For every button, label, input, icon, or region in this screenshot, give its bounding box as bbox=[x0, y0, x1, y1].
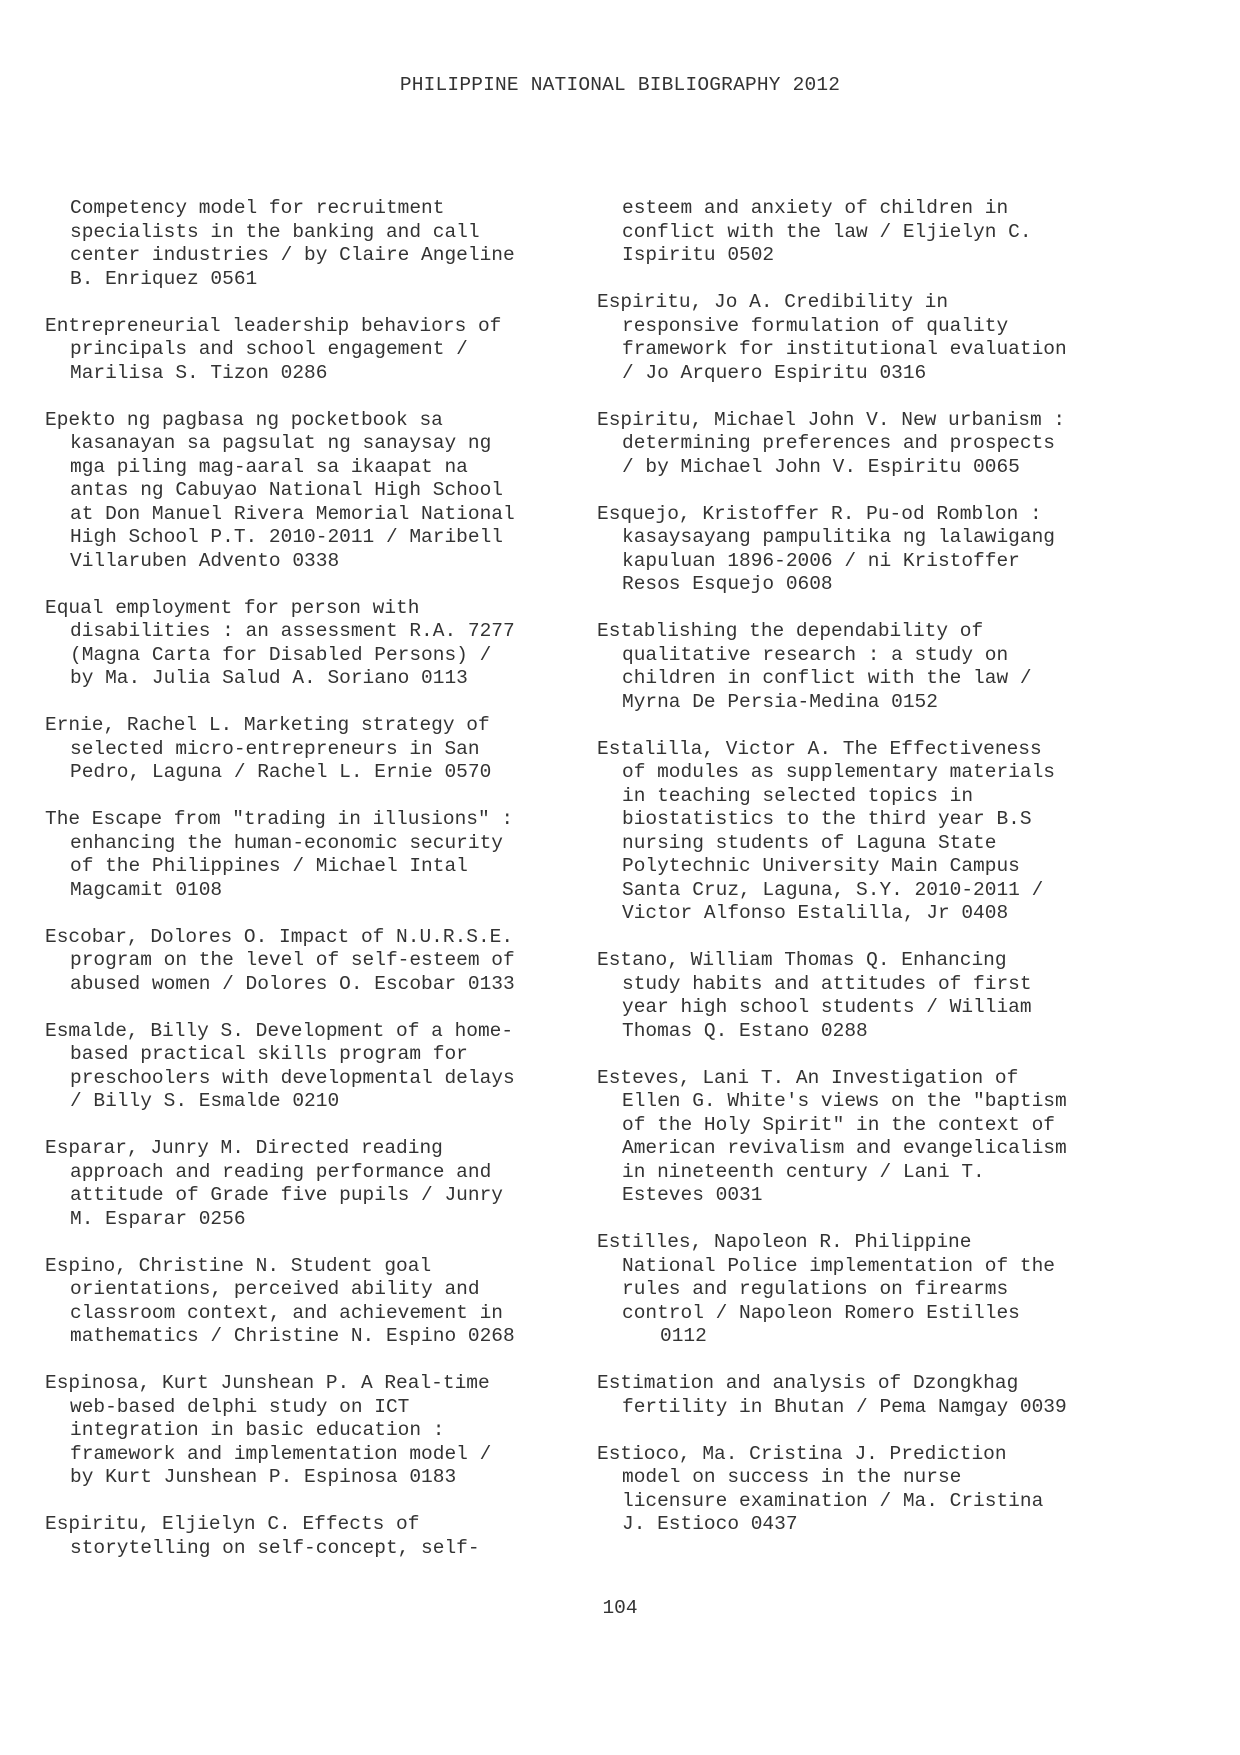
entry-line: of modules as supplementary materials bbox=[622, 761, 1055, 783]
entry-line: principals and school engagement / bbox=[70, 338, 468, 360]
bibliography-entry bbox=[597, 291, 1117, 385]
bibliography-entry bbox=[597, 949, 1117, 1043]
entry-line: framework and implementation model / bbox=[70, 1442, 492, 1465]
entry-line: antas ng Cabuyao National High School bbox=[70, 479, 503, 501]
entry-line: by Ma. Julia Salud A. Soriano 0113 bbox=[70, 667, 468, 689]
bibliography-entry bbox=[45, 714, 565, 785]
bibliography-entry bbox=[45, 1513, 565, 1560]
entry-line: Santa Cruz, Laguna, S.Y. 2010-2011 / bbox=[622, 878, 1044, 901]
entry-line: conflict with the law / Eljielyn C. bbox=[622, 220, 1032, 243]
entry-line: Magcamit 0108 bbox=[70, 878, 223, 901]
entry-line: Thomas Q. Estano 0288 bbox=[622, 1019, 868, 1042]
entry-line: attitude of Grade five pupils / Junry bbox=[70, 1184, 503, 1206]
bibliography-entry bbox=[45, 926, 565, 997]
entry-line: National Police implementation of the bbox=[622, 1254, 1055, 1277]
bibliography-entry bbox=[45, 1020, 565, 1114]
entry-line: specialists in the banking and call bbox=[70, 220, 480, 243]
bibliography-entry bbox=[597, 1231, 1117, 1349]
bibliography-entry bbox=[597, 409, 1117, 480]
entry-line: mga piling mag-aaral sa ikaapat na bbox=[70, 455, 468, 478]
entry-line: Equal employment for person with bbox=[45, 596, 420, 619]
entry-line: Polytechnic University Main Campus bbox=[622, 855, 1020, 877]
entry-line: study habits and attitudes of first bbox=[622, 972, 1032, 995]
entry-line: esteem and anxiety of children in bbox=[622, 197, 1009, 219]
entry-line: 0112 bbox=[660, 1325, 707, 1347]
entry-line: Epekto ng pagbasa ng pocketbook sa bbox=[45, 408, 443, 431]
entry-line: in nineteenth century / Lani T. bbox=[622, 1160, 985, 1183]
entry-line: Victor Alfonso Estalilla, Jr 0408 bbox=[622, 902, 1009, 924]
entry-line: nursing students of Laguna State bbox=[622, 831, 997, 854]
entry-line: Esteves, Lani T. An Investigation of bbox=[597, 1066, 1019, 1089]
entry-line: American revivalism and evangelicalism bbox=[622, 1137, 1067, 1159]
bibliography-entry bbox=[45, 409, 565, 574]
entry-line: / Jo Arquero Espiritu 0316 bbox=[622, 361, 927, 384]
bibliography-entry bbox=[597, 197, 1117, 268]
entry-line: determining preferences and prospects bbox=[622, 432, 1055, 454]
entry-line: Esteves 0031 bbox=[622, 1184, 763, 1206]
entry-line: Espino, Christine N. Student goal bbox=[45, 1254, 432, 1277]
entry-line: kasaysayang pampulitika ng lalawigang bbox=[622, 526, 1055, 548]
entry-line: / Billy S. Esmalde 0210 bbox=[70, 1090, 340, 1112]
entry-line: (Magna Carta for Disabled Persons) / bbox=[70, 643, 492, 666]
entry-line: year high school students / William bbox=[622, 996, 1032, 1018]
entry-line: The Escape from "trading in illusions" : bbox=[45, 808, 514, 830]
bibliography-entry bbox=[45, 315, 565, 386]
entry-line: kapuluan 1896-2006 / ni Kristoffer bbox=[622, 549, 1020, 572]
entry-line: Esmalde, Billy S. Development of a home- bbox=[45, 1019, 514, 1042]
bibliography-entry bbox=[45, 808, 565, 902]
bibliography-entry bbox=[597, 1443, 1117, 1537]
entry-line: fertility in Bhutan / Pema Namgay 0039 bbox=[622, 1395, 1067, 1418]
entry-line: Espiritu, Jo A. Credibility in bbox=[597, 291, 949, 313]
entry-line: by Kurt Junshean P. Espinosa 0183 bbox=[70, 1466, 457, 1488]
entry-line: B. Enriquez 0561 bbox=[70, 267, 258, 290]
entry-line: disabilities : an assessment R.A. 7277 bbox=[70, 620, 515, 642]
entry-line: selected micro-entrepreneurs in San bbox=[70, 737, 480, 760]
entry-line: Establishing the dependability of bbox=[597, 620, 984, 642]
entry-line: storytelling on self-concept, self- bbox=[70, 1536, 480, 1559]
bibliography-entry bbox=[45, 1255, 565, 1349]
bibliography-entry bbox=[45, 1372, 565, 1490]
entry-line: approach and reading performance and bbox=[70, 1160, 492, 1183]
entry-line: biostatistics to the third year B.S bbox=[622, 808, 1032, 830]
entry-line: Estimation and analysis of Dzongkhag bbox=[597, 1372, 1019, 1394]
entry-line: qualitative research : a study on bbox=[622, 643, 1009, 666]
entry-line: Ernie, Rachel L. Marketing strategy of bbox=[45, 714, 490, 736]
left-column bbox=[45, 197, 565, 1584]
page-number: 104 bbox=[602, 1597, 638, 1619]
entry-line: J. Estioco 0437 bbox=[622, 1513, 798, 1535]
bibliography-entry bbox=[45, 597, 565, 691]
entry-line: abused women / Dolores O. Escobar 0133 bbox=[70, 972, 515, 995]
entry-line: Espiritu, Eljielyn C. Effects of bbox=[45, 1513, 420, 1535]
entry-line: Estalilla, Victor A. The Effectiveness bbox=[597, 737, 1042, 760]
entry-line: Marilisa S. Tizon 0286 bbox=[70, 361, 328, 384]
entry-line: Espiritu, Michael John V. New urbanism : bbox=[597, 408, 1066, 431]
entry-line: web-based delphi study on ICT bbox=[70, 1395, 410, 1418]
bibliography-entry bbox=[597, 503, 1117, 597]
bibliography-entry bbox=[597, 1372, 1117, 1419]
page-header: PHILIPPINE NATIONAL BIBLIOGRAPHY 2012 bbox=[399, 74, 841, 96]
entry-line: Pedro, Laguna / Rachel L. Ernie 0570 bbox=[70, 761, 492, 783]
entry-line: responsive formulation of quality bbox=[622, 314, 1009, 337]
entry-line: model on success in the nurse bbox=[622, 1466, 962, 1488]
entry-line: framework for institutional evaluation bbox=[622, 338, 1067, 360]
entry-line: of the Holy Spirit" in the context of bbox=[622, 1113, 1055, 1136]
entry-line: at Don Manuel Rivera Memorial National bbox=[70, 502, 515, 525]
entry-line: integration in basic education : bbox=[70, 1419, 445, 1441]
entry-line: Esparar, Junry M. Directed reading bbox=[45, 1137, 443, 1159]
bibliography-entry bbox=[597, 620, 1117, 714]
entry-line: licensure examination / Ma. Cristina bbox=[622, 1489, 1044, 1512]
bibliography-entry bbox=[597, 1067, 1117, 1208]
entry-line: / by Michael John V. Espiritu 0065 bbox=[622, 455, 1020, 478]
bibliography-entry bbox=[597, 738, 1117, 926]
entry-line: enhancing the human-economic security bbox=[70, 831, 503, 854]
entry-line: Estilles, Napoleon R. Philippine bbox=[597, 1231, 972, 1253]
bibliography-entry bbox=[45, 197, 565, 291]
entry-line: in teaching selected topics in bbox=[622, 784, 974, 807]
entry-line: rules and regulations on firearms bbox=[622, 1278, 1009, 1300]
entry-line: kasanayan sa pagsulat ng sanaysay ng bbox=[70, 432, 492, 454]
bibliography-entry bbox=[45, 1137, 565, 1231]
entry-line: Escobar, Dolores O. Impact of N.U.R.S.E. bbox=[45, 925, 514, 948]
entry-line: Estano, William Thomas Q. Enhancing bbox=[597, 949, 1007, 971]
entry-line: control / Napoleon Romero Estilles bbox=[622, 1301, 1020, 1324]
entry-line: Estioco, Ma. Cristina J. Prediction bbox=[597, 1442, 1007, 1465]
entry-line: orientations, perceived ability and bbox=[70, 1278, 480, 1300]
right-column bbox=[597, 197, 1117, 1560]
entry-line: classroom context, and achievement in bbox=[70, 1301, 503, 1324]
entry-line: M. Esparar 0256 bbox=[70, 1207, 246, 1230]
entry-line: Competency model for recruitment bbox=[70, 197, 445, 219]
entry-line: mathematics / Christine N. Espino 0268 bbox=[70, 1325, 515, 1347]
entry-line: Myrna De Persia-Medina 0152 bbox=[622, 690, 938, 713]
entry-line: Ellen G. White's views on the "baptism bbox=[622, 1090, 1067, 1112]
entry-line: of the Philippines / Michael Intal bbox=[70, 855, 468, 877]
entry-line: Entrepreneurial leadership behaviors of bbox=[45, 314, 502, 337]
entry-line: program on the level of self-esteem of bbox=[70, 949, 515, 971]
entry-line: children in conflict with the law / bbox=[622, 667, 1032, 689]
entry-line: Resos Esquejo 0608 bbox=[622, 573, 833, 595]
entry-line: Villaruben Advento 0338 bbox=[70, 549, 340, 572]
entry-line: based practical skills program for bbox=[70, 1043, 468, 1065]
entry-line: center industries / by Claire Angeline bbox=[70, 244, 515, 266]
entry-line: Espinosa, Kurt Junshean P. A Real-time bbox=[45, 1372, 490, 1394]
entry-line: preschoolers with developmental delays bbox=[70, 1066, 515, 1089]
entry-line: Ispiritu 0502 bbox=[622, 244, 775, 266]
entry-line: Esquejo, Kristoffer R. Pu-od Romblon : bbox=[597, 502, 1042, 525]
entry-line: High School P.T. 2010-2011 / Maribell bbox=[70, 526, 503, 548]
